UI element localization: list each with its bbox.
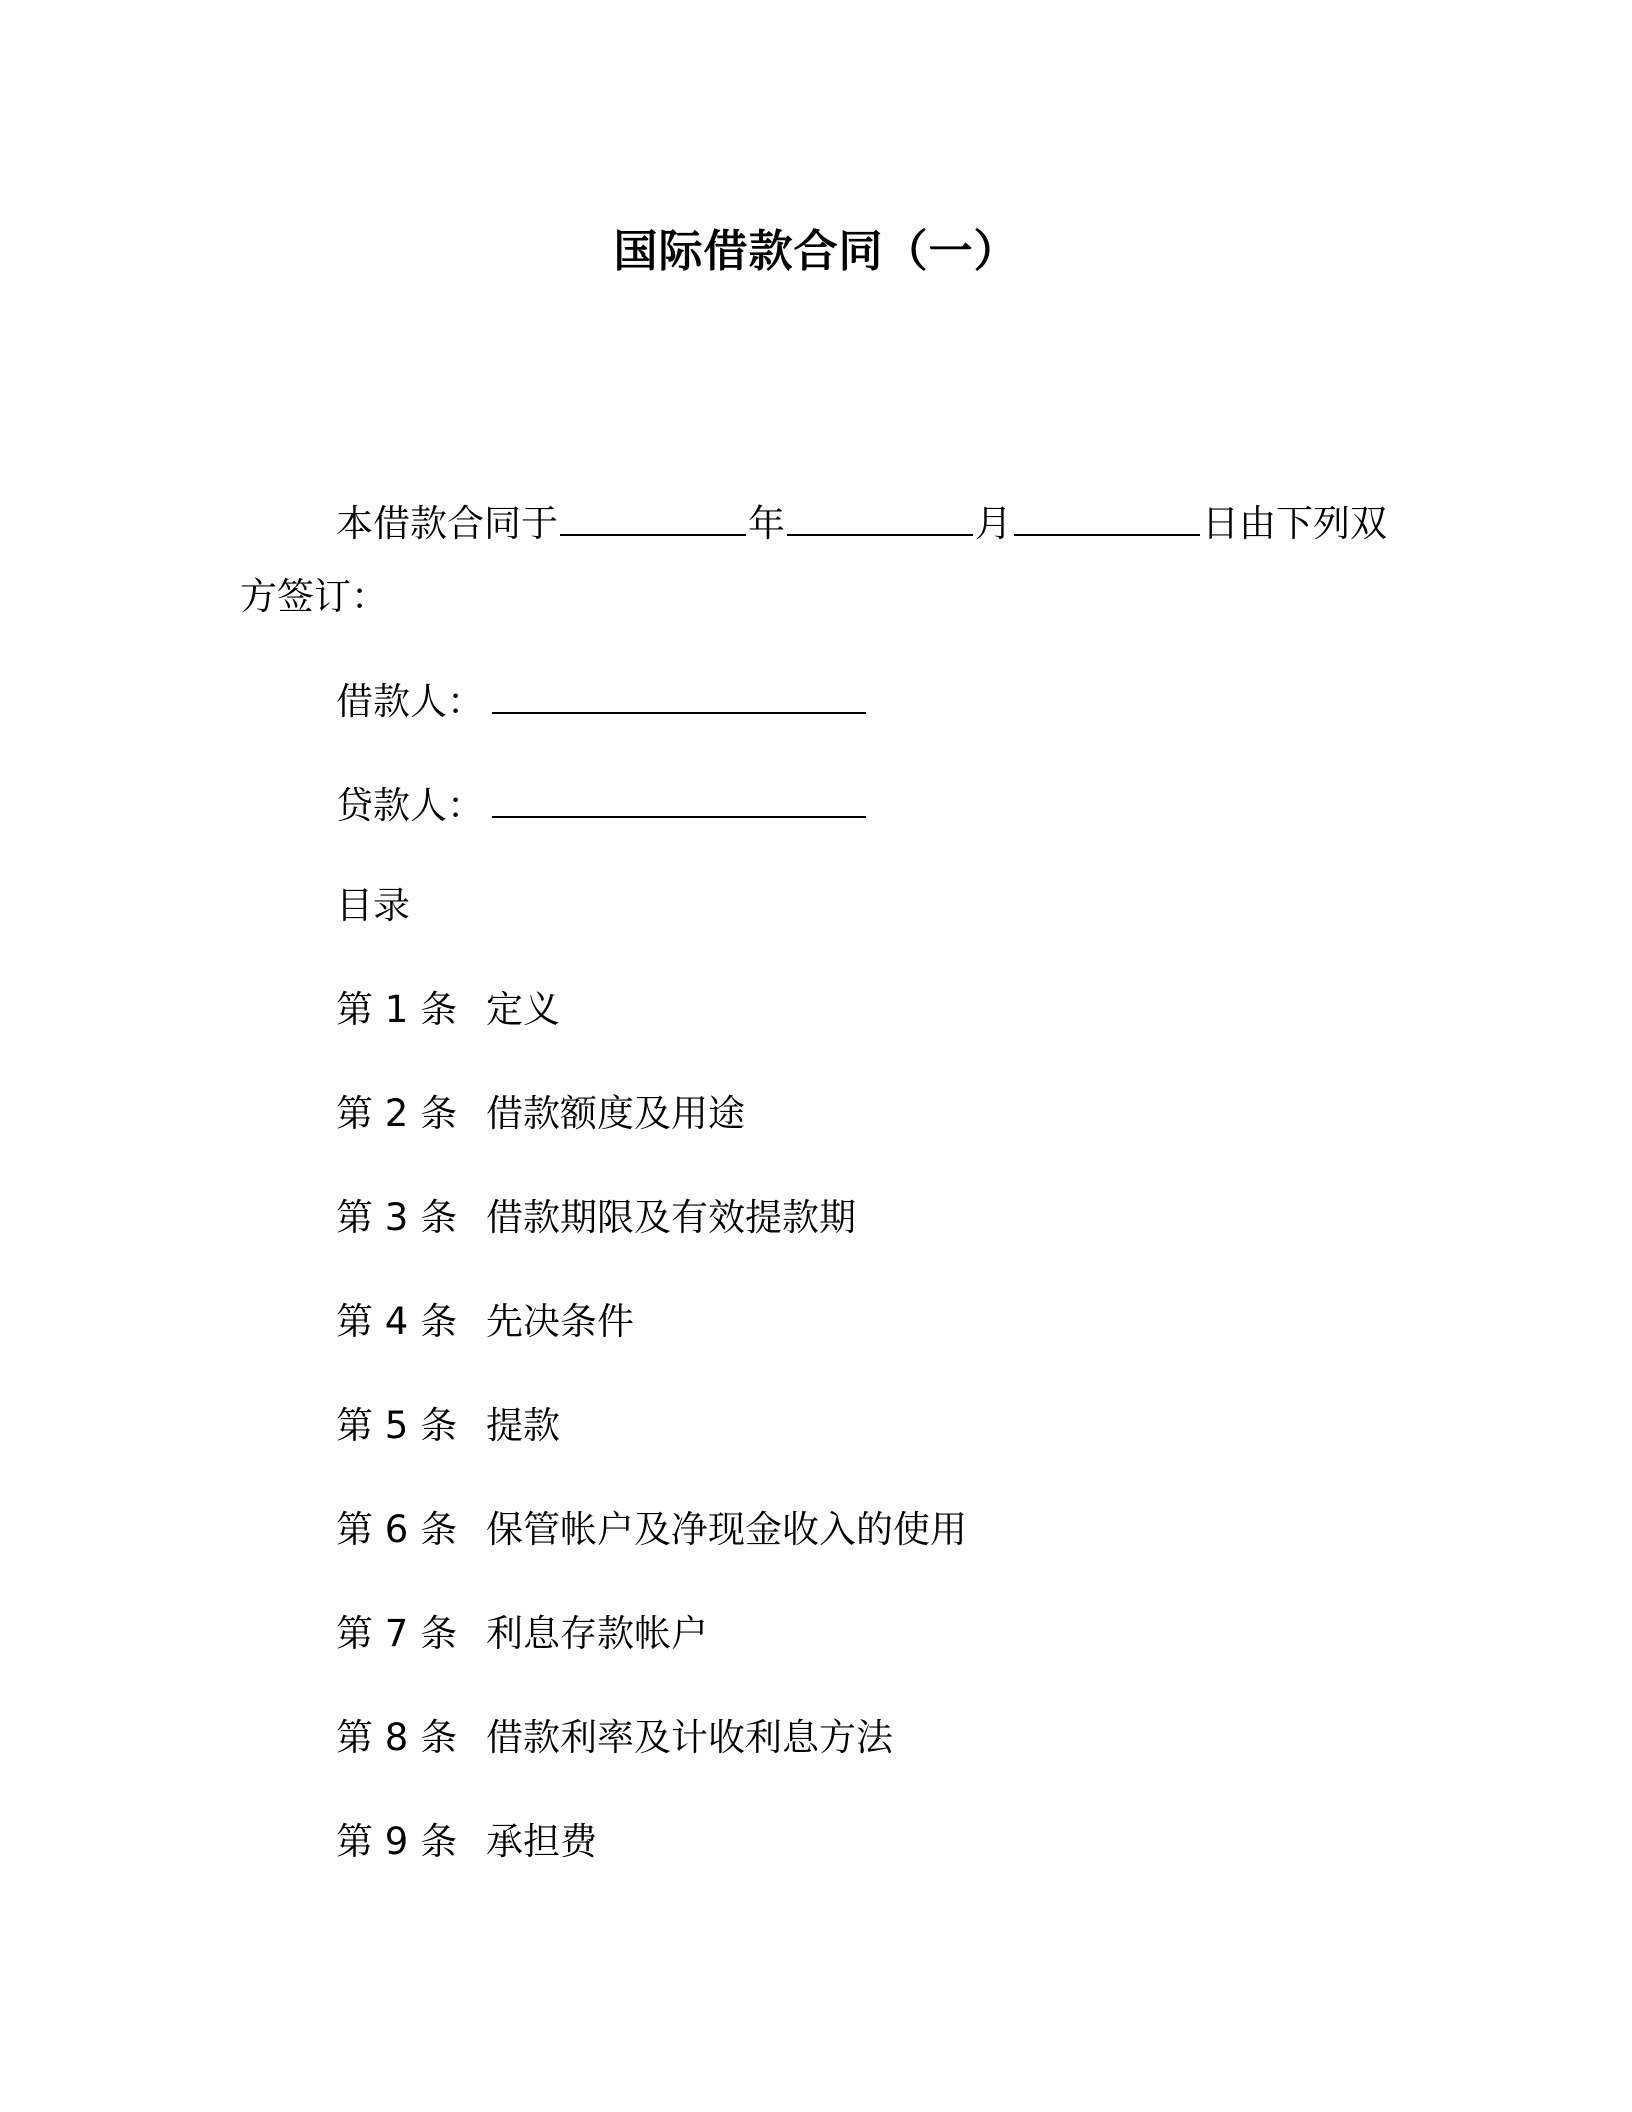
toc-item-number: 第 6 条 (336, 1508, 458, 1551)
toc-item-number: 第 5 条 (336, 1404, 458, 1447)
day-blank (1014, 494, 1200, 536)
toc-heading: 目录 (336, 884, 410, 927)
toc-item-title: 借款期限及有效提款期 (486, 1196, 856, 1239)
toc-item-title: 保管帐户及净现金收入的使用 (486, 1508, 967, 1551)
document-title: 国际借款合同（一） (613, 226, 1019, 277)
toc-item-title: 提款 (486, 1404, 560, 1447)
toc-item-number: 第 3 条 (336, 1196, 458, 1239)
toc-item-title: 先决条件 (486, 1300, 634, 1343)
toc-item-number: 第 9 条 (336, 1820, 458, 1863)
month-blank (787, 494, 973, 536)
toc-item-number: 第 2 条 (336, 1092, 458, 1135)
toc-item-title: 借款额度及用途 (486, 1092, 745, 1135)
intro-line-2: 方签订： (240, 575, 388, 618)
lender-line (336, 776, 866, 832)
toc-item (336, 1504, 967, 1608)
toc-item-number: 第 7 条 (336, 1612, 458, 1655)
lender-blank (492, 776, 866, 818)
toc-item (336, 984, 967, 1088)
toc-item-title: 承担费 (486, 1820, 597, 1863)
toc-item (336, 1088, 967, 1192)
intro-prefix: 本借款合同于 (336, 502, 558, 545)
toc-list (336, 984, 967, 1920)
intro-line-1 (240, 494, 1420, 546)
lender-label: 贷款人： (336, 784, 484, 827)
toc-item (336, 1192, 967, 1296)
toc-item (336, 1400, 967, 1504)
toc-item-number: 第 4 条 (336, 1300, 458, 1343)
toc-item (336, 1816, 967, 1920)
toc-item-title: 利息存款帐户 (486, 1612, 708, 1655)
toc-item-number: 第 8 条 (336, 1716, 458, 1759)
borrower-line (336, 672, 866, 728)
toc-item (336, 1712, 967, 1816)
toc-item-number: 第 1 条 (336, 988, 458, 1031)
intro-year: 年 (748, 502, 785, 545)
intro-month: 月 (975, 502, 1012, 545)
intro-paragraph (240, 494, 1420, 623)
intro-suffix: 日由下列双 (1202, 502, 1387, 545)
toc-item (336, 1608, 967, 1712)
year-blank (560, 494, 746, 536)
toc-item-title: 定义 (486, 988, 560, 1031)
toc-item-title: 借款利率及计收利息方法 (486, 1716, 893, 1759)
toc-item (336, 1296, 967, 1400)
borrower-blank (492, 672, 866, 714)
borrower-label: 借款人： (336, 680, 484, 723)
